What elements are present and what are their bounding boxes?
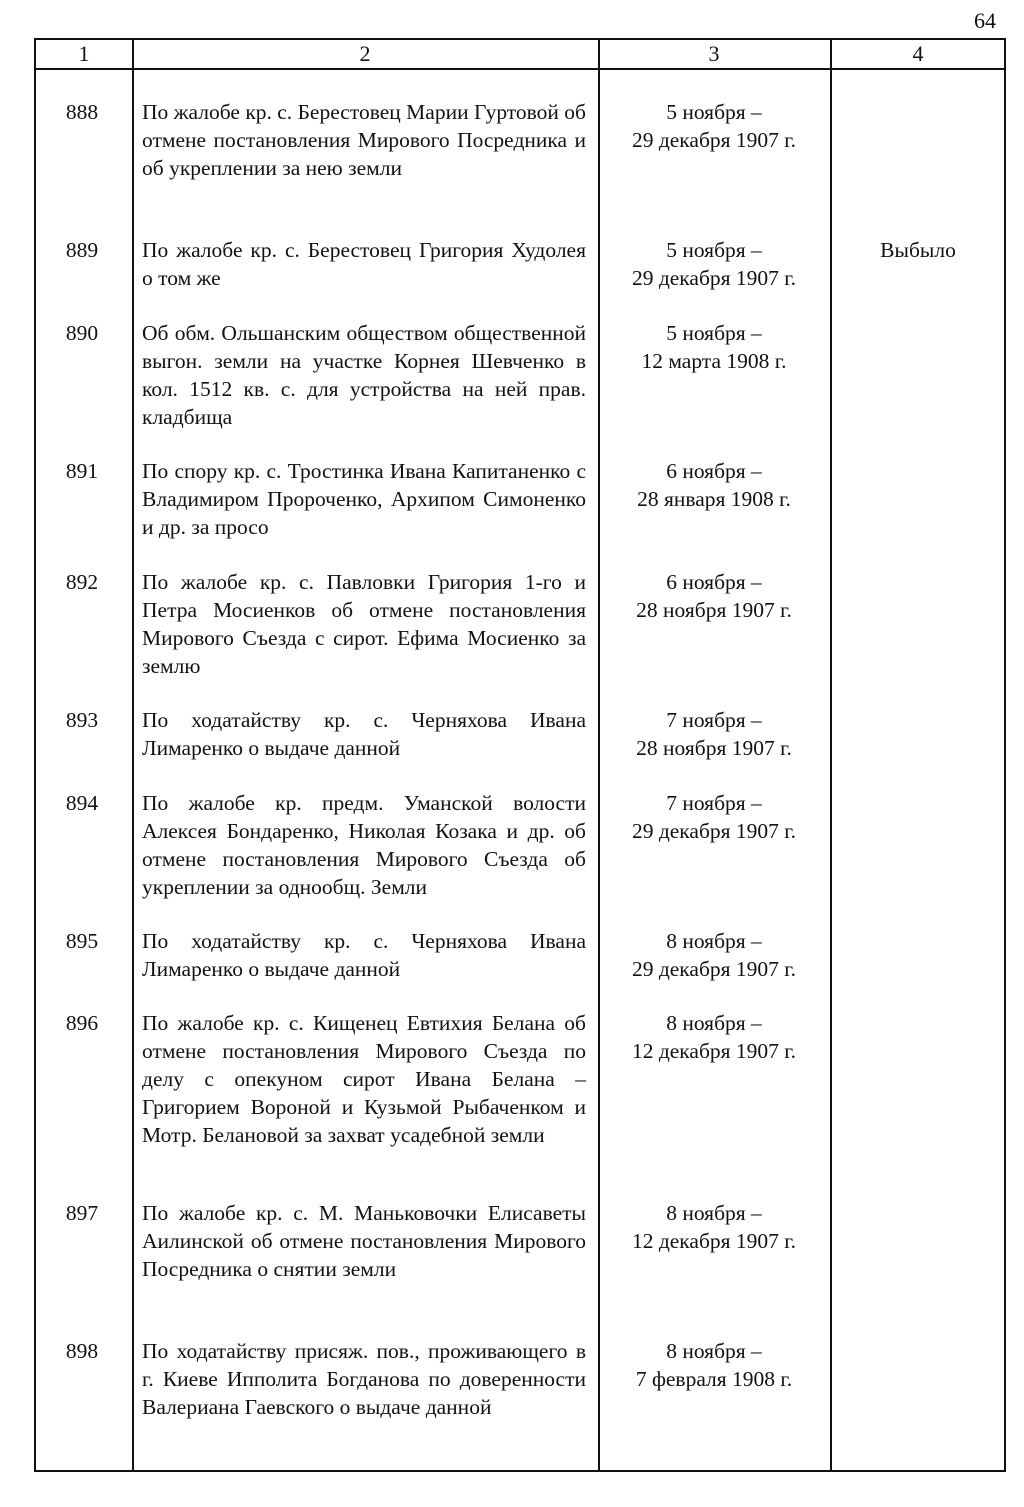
case-description: По жалобе кр. предм. Уманской волости Алексея Бондаренко, Николая Козака и др. об отмене постановления Мирового Съезда об укреплении за однообщ. Земли: [142, 791, 586, 899]
case-note: Выбыло: [880, 238, 956, 262]
table-row: [36, 1009, 1004, 1199]
case-number: 894: [65, 791, 99, 815]
case-number: 893: [65, 708, 99, 732]
table-row: [36, 1199, 1004, 1337]
header-col-2: 2: [359, 41, 371, 66]
case-dates: 8 ноября – 12 декабря 1907 г.: [631, 1011, 797, 1063]
case-dates: 8 ноября – 7 февраля 1908 г.: [635, 1339, 793, 1391]
table-header: [36, 40, 1004, 70]
table-row: [36, 706, 1004, 789]
case-description: По жалобе кр. с. Берестовец Григория Худолея о том же: [142, 238, 586, 290]
case-number: 897: [65, 1201, 99, 1225]
case-number: 895: [65, 929, 99, 953]
case-number: 891: [65, 459, 99, 483]
table-body: [36, 98, 1004, 1457]
case-description: По ходатайству присяж. пов., проживающего в г. Киеве Ипполита Богданова по доверенности Валериана Гаевского о выдаче данной: [142, 1339, 586, 1419]
case-dates: 7 ноября – 28 ноября 1907 г.: [636, 708, 792, 760]
case-description: По жалобе кр. с. М. Маньковочки Елисаветы Аилинской об отмене постановления Мирового Посредника о снятии земли: [142, 1201, 586, 1281]
header-col-3: 3: [708, 41, 720, 66]
case-dates: 8 ноября – 12 декабря 1907 г.: [631, 1201, 797, 1253]
case-dates: 5 ноября – 29 декабря 1907 г.: [631, 100, 797, 152]
table-row: [36, 568, 1004, 706]
table-row: [36, 457, 1004, 568]
case-description: По жалобе кр. с. Берестовец Марии Гуртовой об отмене постановления Мирового Посредника и об укреплении за нею земли: [142, 100, 586, 180]
case-number: 896: [65, 1011, 99, 1035]
table-row: [36, 98, 1004, 236]
header-col-1: 1: [78, 41, 90, 66]
case-description: По ходатайству кр. с. Черняхова Ивана Лимаренко о выдаче данной: [142, 708, 586, 760]
table-row: [36, 789, 1004, 927]
case-number: 889: [65, 238, 99, 262]
case-dates: 8 ноября – 29 декабря 1907 г.: [631, 929, 797, 981]
case-number: 892: [65, 570, 99, 594]
table-row: [36, 927, 1004, 1009]
case-dates: 5 ноября – 29 декабря 1907 г.: [631, 238, 797, 290]
register-table: [34, 38, 1006, 1472]
table-row: [36, 236, 1004, 319]
case-dates: 6 ноября – 28 января 1908 г.: [637, 459, 791, 511]
header-col-4: 4: [912, 41, 924, 66]
case-number: 898: [65, 1339, 99, 1363]
case-number: 888: [65, 100, 99, 124]
case-description: По спору кр. с. Тростинка Ивана Капитаненко с Владимиром Пророченко, Архипом Симоненко и др. за просо: [142, 459, 586, 539]
case-number: 890: [65, 321, 99, 345]
table-row: [36, 319, 1004, 457]
case-description: Об обм. Ольшанским обществом общественной выгон. земли на участке Корнея Шевченко в кол. 1512 кв. с. для устройства на ней прав. кладбища: [142, 321, 586, 429]
table-row: [36, 1337, 1004, 1457]
case-dates: 7 ноября – 29 декабря 1907 г.: [631, 791, 797, 843]
case-description: По жалобе кр. с. Кищенец Евтихия Белана об отмене постановления Мирового Съезда по делу с опекуном сирот Ивана Белана – Григорием Вороной и Кузьмой Рыбаченком и Мотр. Белановой за захват усадебной земли: [142, 1011, 586, 1147]
case-dates: 6 ноября – 28 ноября 1907 г.: [636, 570, 792, 622]
case-dates: 5 ноября – 12 марта 1908 г.: [641, 321, 787, 373]
page-number: 64: [974, 8, 996, 33]
case-description: По ходатайству кр. с. Черняхова Ивана Лимаренко о выдаче данной: [142, 929, 586, 981]
case-description: По жалобе кр. с. Павловки Григория 1-го и Петра Мосиенков об отмене постановления Мирового Съезда с сирот. Ефима Мосиенко за землю: [142, 570, 586, 678]
